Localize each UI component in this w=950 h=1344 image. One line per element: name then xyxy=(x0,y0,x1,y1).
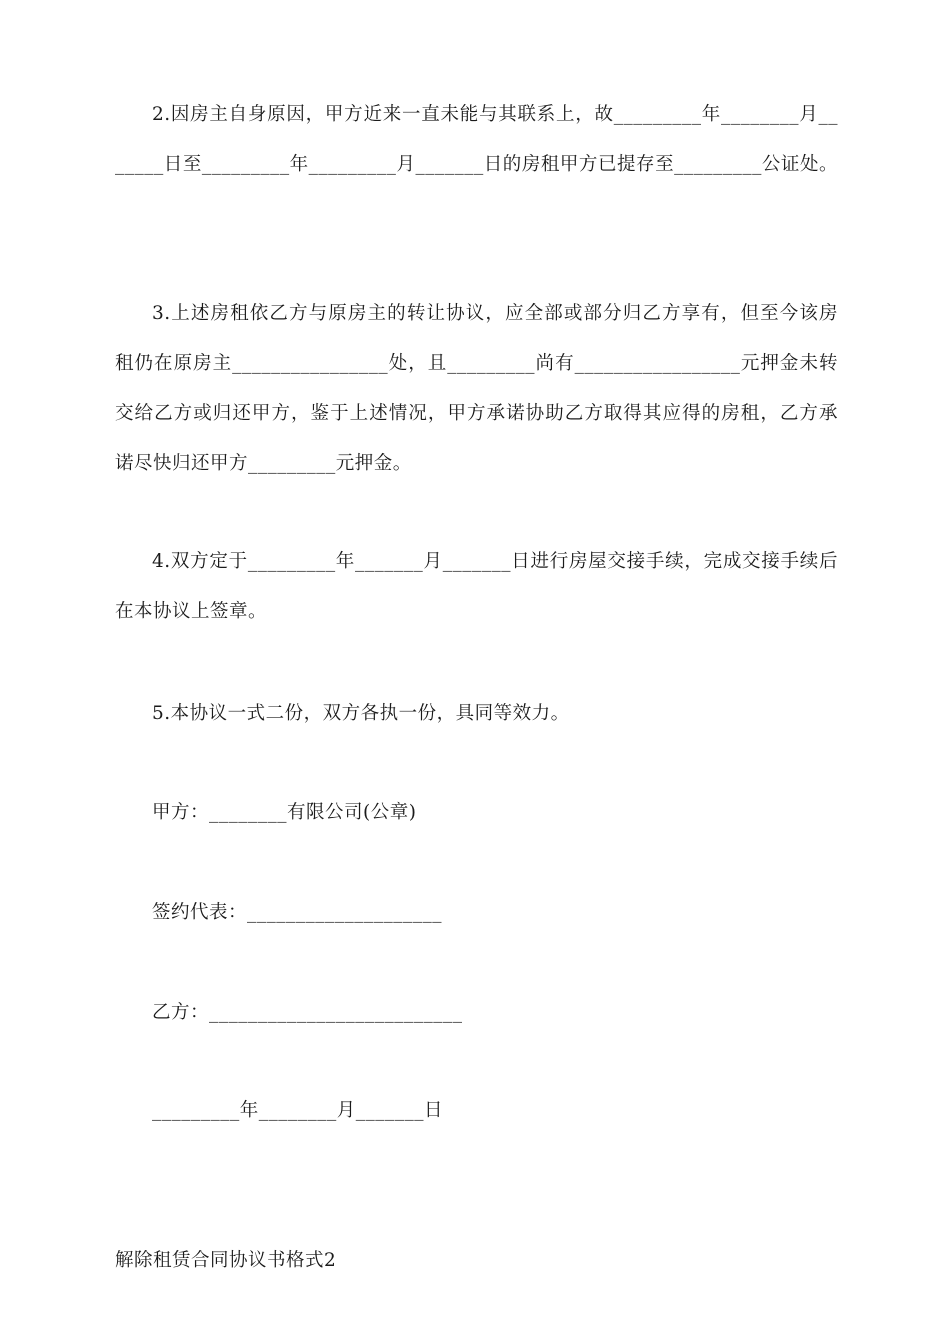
party-b-signature-line: 乙方：__________________________ xyxy=(152,1002,463,1023)
paragraph-4-line-2: 在本协议上签章。 xyxy=(115,601,268,622)
party-a-signature-line: 甲方：________有限公司(公章) xyxy=(152,802,417,823)
paragraph-2-line-2: _____日至_________年_________月_______日的房租甲方已提存至_________公证处。 xyxy=(115,154,838,175)
paragraph-5-line-1: 5.本协议一式二份，双方各执一份，具同等效力。 xyxy=(152,703,570,724)
paragraph-3-line-4: 诺尽快归还甲方_________元押金。 xyxy=(115,453,412,474)
representative-signature-line: 签约代表：____________________ xyxy=(152,902,443,923)
date-line: _________年________月_______日 xyxy=(152,1100,444,1121)
paragraph-2-line-1: 2.因房主自身原因，甲方近来一直未能与其联系上，故_________年________月__ xyxy=(152,104,838,125)
paragraph-3-line-1: 3.上述房租依乙方与原房主的转让协议，应全部或部分归乙方享有，但至今该房 xyxy=(152,303,838,324)
paragraph-3-line-2: 租仍在原房主________________处，且_________尚有_________________元押金未转 xyxy=(115,353,838,374)
paragraph-3-line-3: 交给乙方或归还甲方，鉴于上述情况，甲方承诺协助乙方取得其应得的房租，乙方承 xyxy=(115,403,838,424)
next-section-title: 解除租赁合同协议书格式2 xyxy=(115,1250,337,1271)
paragraph-4-line-1: 4.双方定于_________年_______月_______日进行房屋交接手续，完成交接手续后 xyxy=(152,551,838,572)
